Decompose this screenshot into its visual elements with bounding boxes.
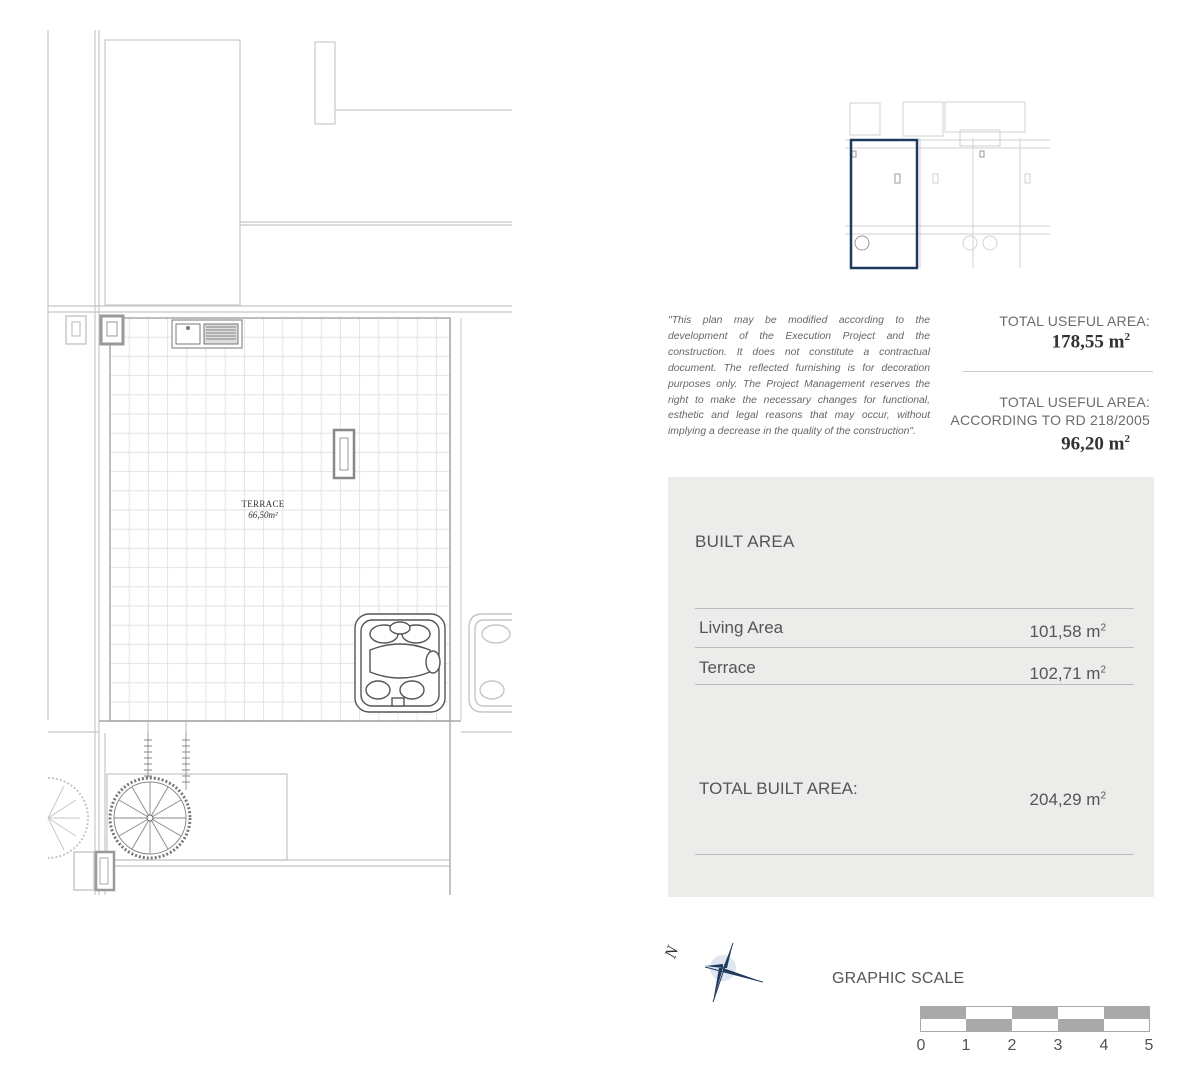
living-area-label: Living Area [699,618,784,637]
key-plan [845,98,1055,273]
total-built-area-label: TOTAL BUILT AREA: [699,779,858,798]
graphic-scale-title: GRAPHIC SCALE [832,970,965,987]
total-useful-area-value: 178,55 $m^2$ [1051,331,1130,353]
disclaimer-text: "This plan may be modified according to the development of the Execution Project and the construction. It does not constitute a contractual document. The reflected furnishing is for decoration purposes only. The Project Management reserves the right to make the necessary changes for functional, esthetic and legal reasons that may occur, without implying a decrease in the quality of the construction". [668,315,930,438]
scale-tick: 1 [961,1037,971,1054]
terrace-value: 102,71 $m^2$ [1029,664,1106,683]
scale-tick: 4 [1099,1037,1109,1054]
compass-icon [660,940,770,1010]
total-useful-area-label: TOTAL USEFUL AREA: [999,313,1150,329]
divider [695,684,1134,685]
built-area-title: BUILT AREA [695,532,795,551]
scale-tick: 3 [1053,1037,1063,1054]
spiral-staircase [110,778,190,858]
useful-area-rd-value: 96,20 $m^2$ [1061,433,1130,455]
built-area-panel [668,477,1154,897]
jacuzzi [355,614,445,712]
useful-area-rd-label-1: TOTAL USEFUL AREA: [999,394,1150,410]
scale-tick: 0 [916,1037,926,1054]
living-area-value: 101,58 $m^2$ [1029,622,1106,641]
unit-highlight [851,140,917,268]
divider [695,608,1134,609]
scale-tick: 5 [1144,1037,1154,1054]
room-area: 66,50m² [248,510,278,520]
divider [695,854,1134,855]
total-built-area-value: 204,29 $m^2$ [1029,790,1106,809]
divider [963,371,1153,372]
useful-area-rd-label-2: ACCORDING TO RD 218/2005 [950,412,1150,428]
graphic-scale-bar [920,1006,1152,1034]
scale-tick: 2 [1007,1037,1017,1054]
sink [172,320,242,348]
terrace-label: Terrace [699,658,756,677]
room-name: TERRACE [241,499,285,509]
divider [695,647,1134,648]
compass-north-label: N [660,943,683,961]
floor-plan [0,0,520,900]
